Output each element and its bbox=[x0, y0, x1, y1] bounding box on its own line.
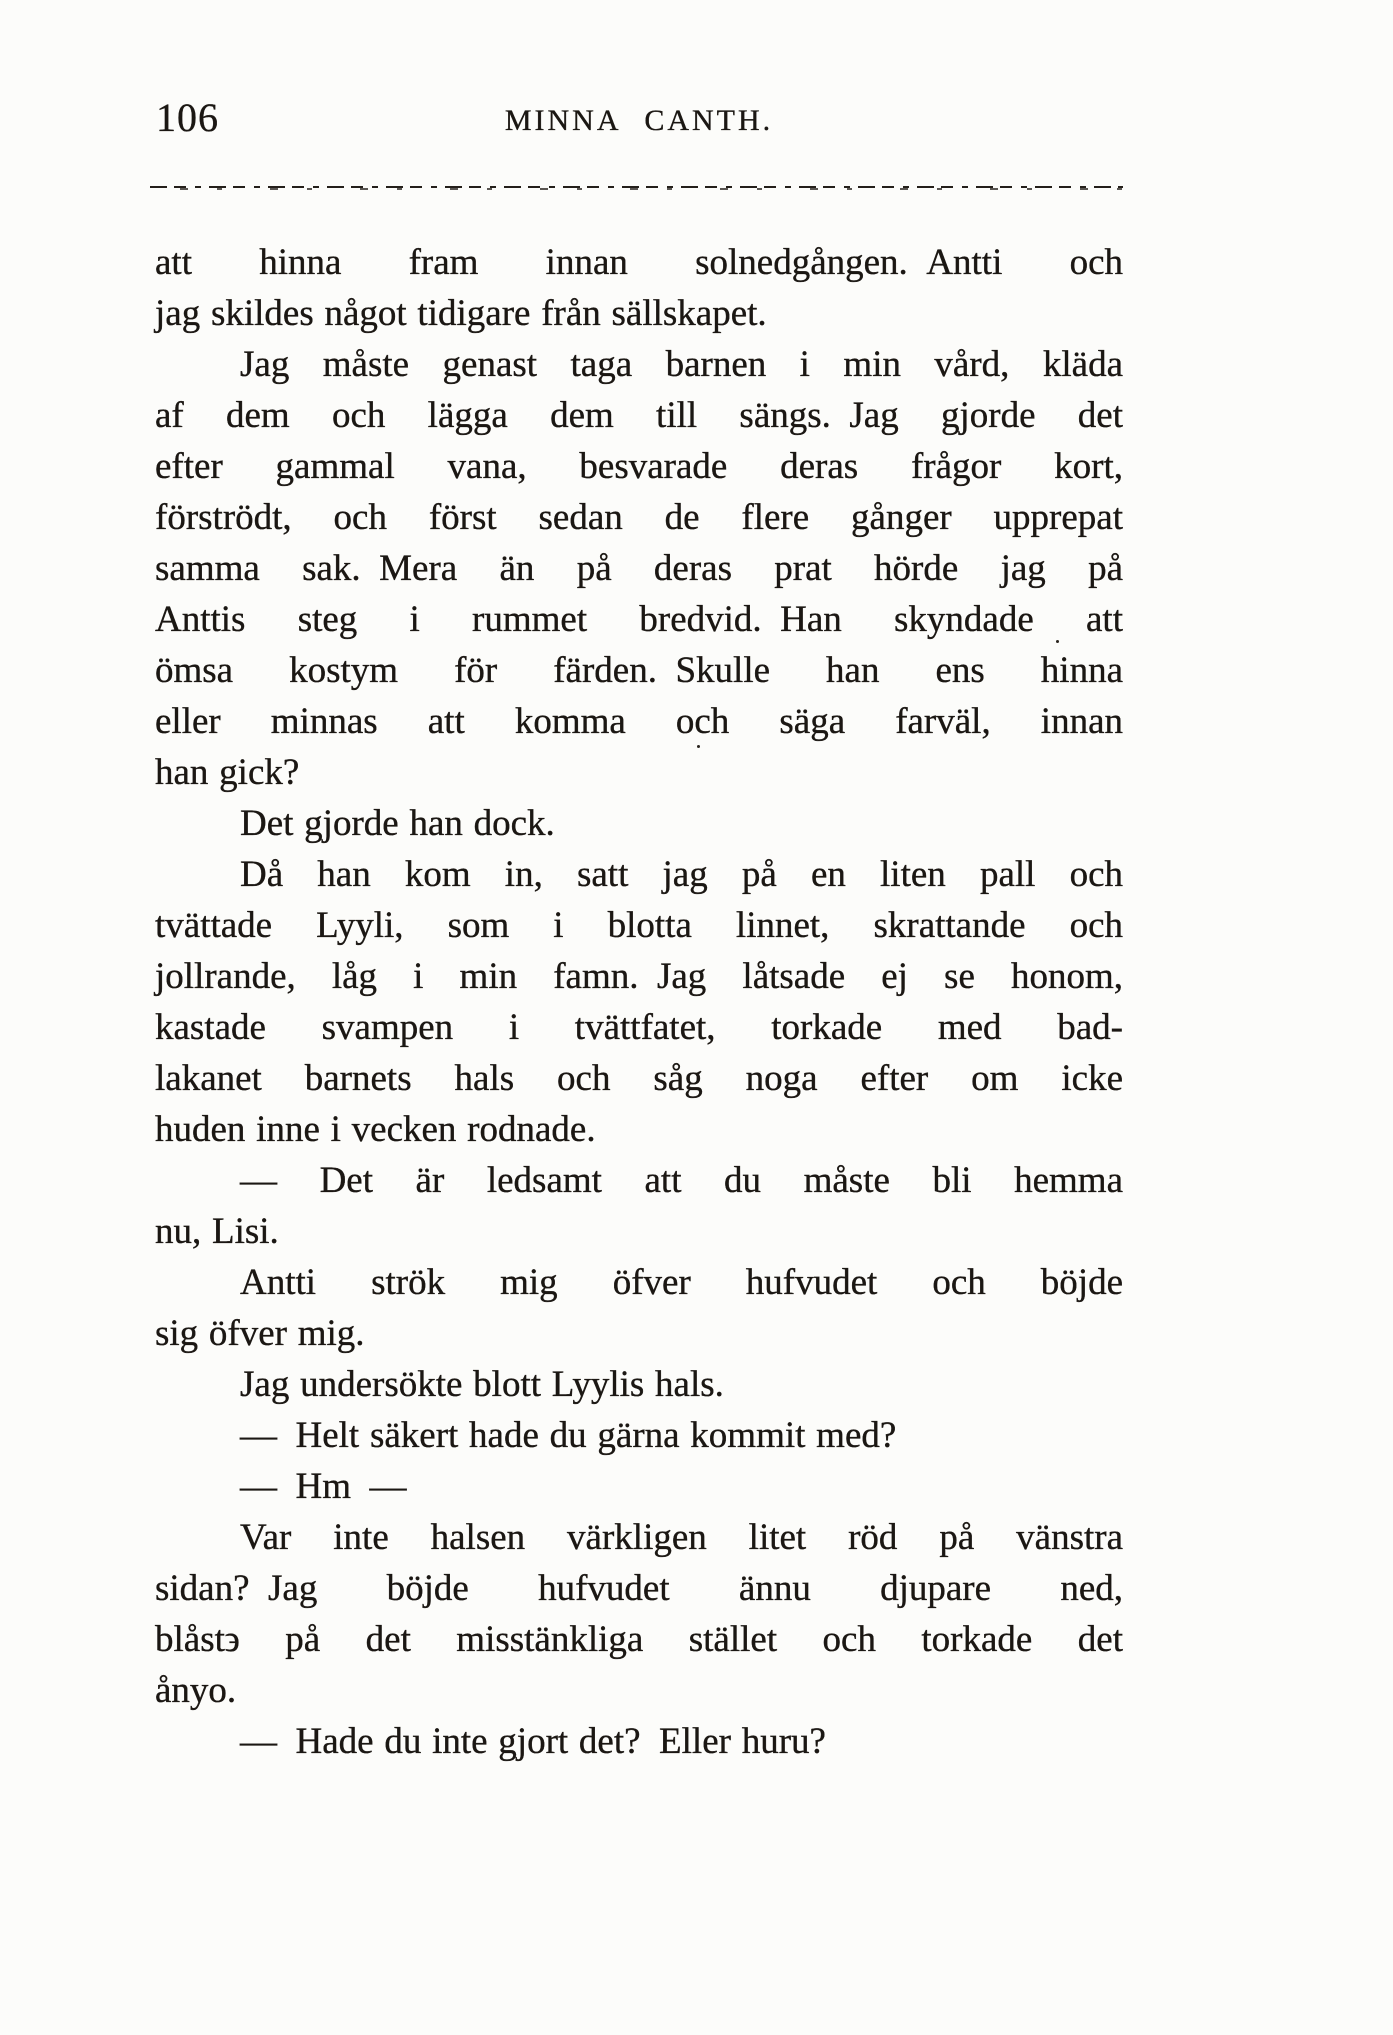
text-line: ömsa kostym för färden. Skulle han ens hinna bbox=[155, 650, 1123, 691]
text-line: Var inte halsen värkligen litet röd på vänstra bbox=[240, 1517, 1123, 1558]
text-line: — Hm — bbox=[240, 1466, 407, 1507]
text-line: kastade svampen i tvättfatet, torkade med bad- bbox=[155, 1007, 1123, 1048]
text-line: förströdt, och först sedan de flere gånger upprepat bbox=[155, 497, 1123, 538]
text-line: Jag undersökte blott Lyylis hals. bbox=[240, 1364, 724, 1405]
text-line: sidan? Jag böjde hufvudet ännu djupare ned, bbox=[155, 1568, 1123, 1609]
text-line: sig öfver mig. bbox=[155, 1313, 365, 1354]
text-line: nu, Lisi. bbox=[155, 1211, 279, 1252]
ink-speck bbox=[697, 745, 700, 748]
text-line: samma sak. Mera än på deras prat hörde jag på bbox=[155, 548, 1123, 589]
running-title: MINNA CANTH. bbox=[504, 104, 774, 137]
text-line: Det gjorde han dock. bbox=[240, 803, 555, 844]
text-line: jollrande, låg i min famn. Jag låtsade ej se honom, bbox=[155, 956, 1123, 997]
text-line: — Hade du inte gjort det? Eller huru? bbox=[240, 1721, 826, 1762]
text-line: efter gammal vana, besvarade deras frågor kort, bbox=[155, 446, 1123, 487]
text-line: tvättade Lyyli, som i blotta linnet, skrattande och bbox=[155, 905, 1123, 946]
text-line: lakanet barnets hals och såg noga efter om icke bbox=[155, 1058, 1123, 1099]
text-line: han gick? bbox=[155, 752, 300, 793]
text-line: eller minnas att komma och säga farväl, innan bbox=[155, 701, 1123, 742]
text-line: blåst϶ på det misstänkliga stället och torkade det bbox=[155, 1619, 1123, 1660]
header-divider-rule bbox=[150, 186, 1123, 191]
text-line: — Det är ledsamt att du måste bli hemma bbox=[240, 1160, 1123, 1201]
page-number: 106 bbox=[156, 95, 219, 140]
text-line: huden inne i vecken rodnade. bbox=[155, 1109, 596, 1150]
text-line: jag skildes något tidigare från sällskapet. bbox=[155, 293, 767, 334]
text-block bbox=[155, 237, 1123, 1767]
text-line: att hinna fram innan solnedgången. Antti och bbox=[155, 242, 1123, 283]
text-line: Antti strök mig öfver hufvudet och böjde bbox=[240, 1262, 1123, 1303]
text-line: Jag måste genast taga barnen i min vård, kläda bbox=[240, 344, 1123, 385]
ink-speck bbox=[1056, 640, 1059, 643]
text-line: — Helt säkert hade du gärna kommit med? bbox=[240, 1415, 897, 1456]
text-line: Anttis steg i rummet bredvid. Han skyndade att bbox=[155, 599, 1123, 640]
text-line: Då han kom in, satt jag på en liten pall och bbox=[240, 854, 1123, 895]
text-line: af dem och lägga dem till sängs. Jag gjorde det bbox=[155, 395, 1123, 436]
text-line: ånyo. bbox=[155, 1670, 237, 1711]
